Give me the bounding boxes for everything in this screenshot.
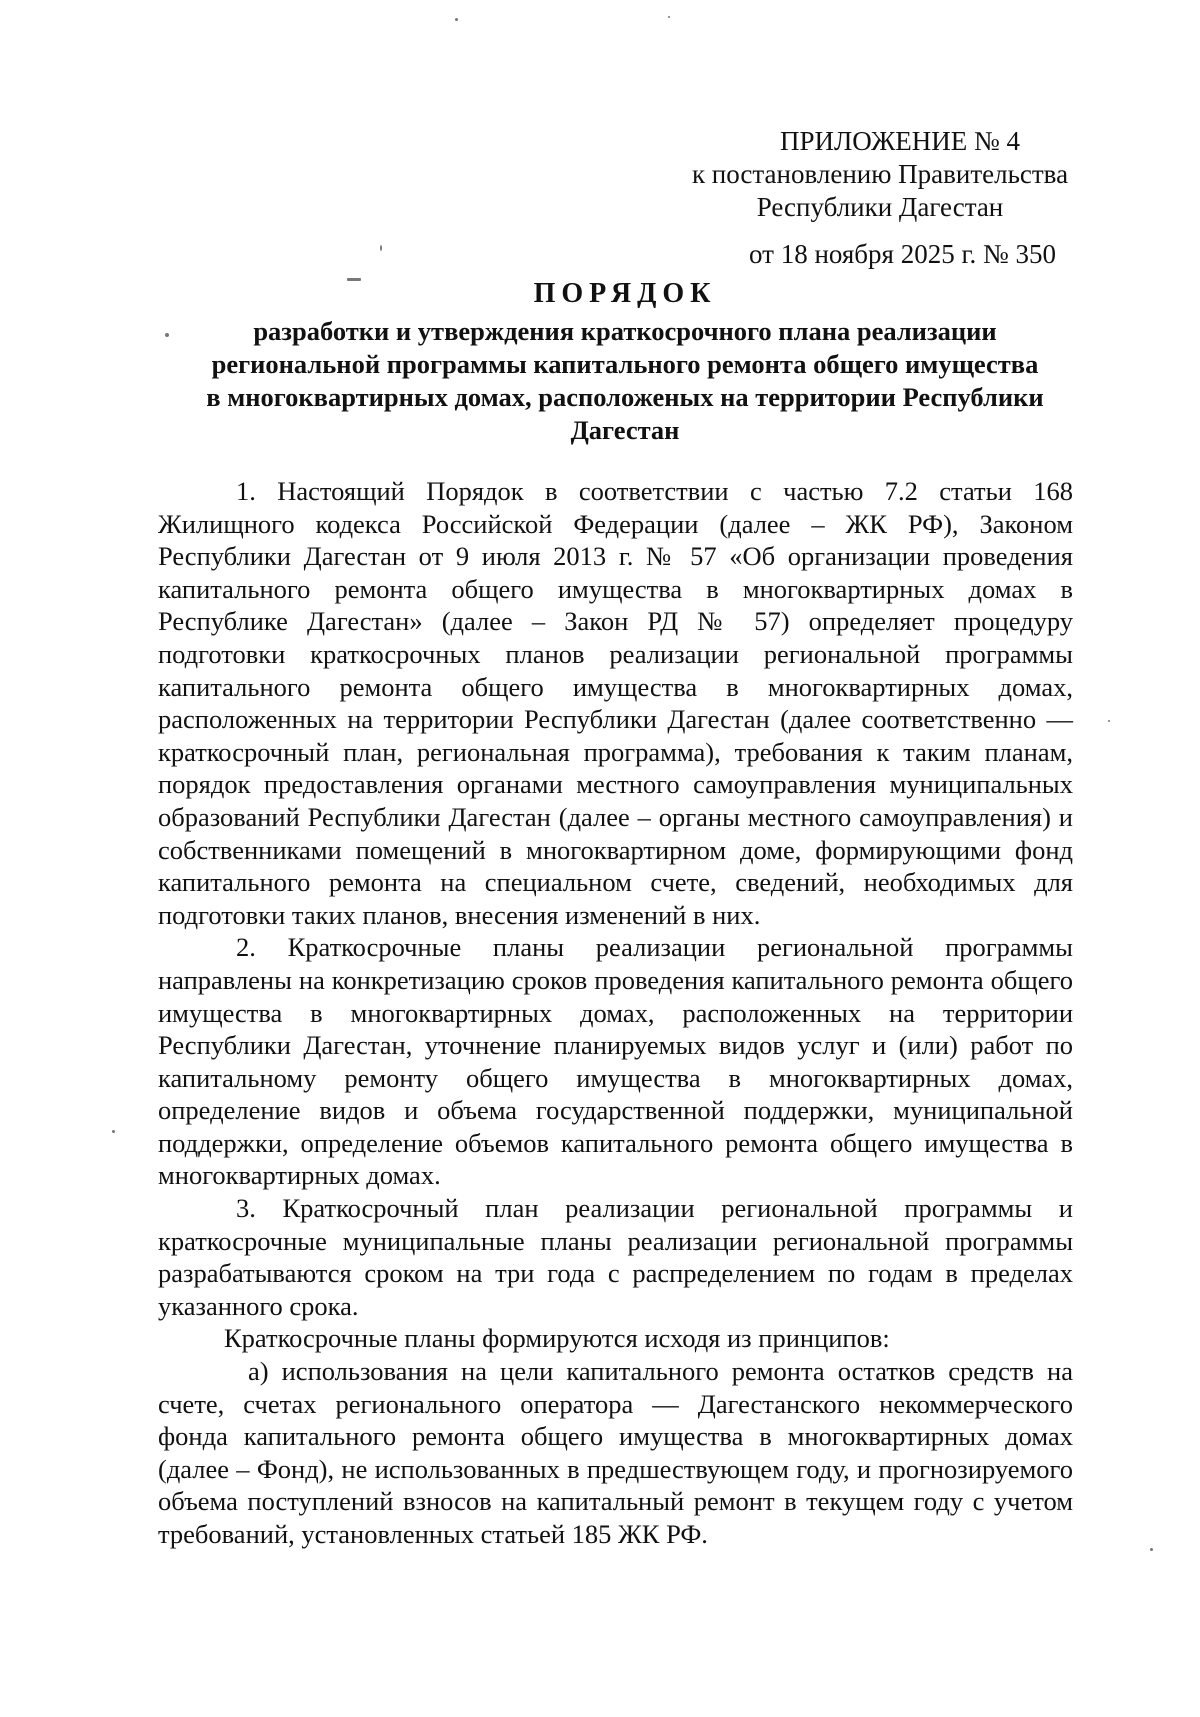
subtitle-line-4: Дагестан [570,415,680,445]
document-title: ПОРЯДОК [533,278,717,309]
paragraph-3: 3. Краткосрочный план реализации региональной программы и краткосрочные муниципальные планы реализации региональной программы разрабатываются сроком на три года с распределением по годам в пределах указанного срока. [158,1193,1073,1321]
paragraph-principles: Краткосрочные планы формируются исходя из принципов: [224,1323,890,1354]
scan-speck [165,333,169,337]
scan-speck [347,278,361,281]
scan-speck [668,16,670,18]
paragraph-2: 2. Краткосрочные планы реализации региональной программы направлены на конкретизацию сроков проведения капитального ремонта общего имущества в многоквартирных домах, расположенных на территории Республики Дагестан, уточнение планируемых видов услуг и (или) работ по капитальному ремонту общего имущества в многоквартирных домах, определение видов и объема государственной поддержки, муниципальной поддержки, определение объемов капитального ремонта общего имущества в многоквартирных домах. [158,932,1073,1191]
paragraph-1: 1. Настоящий Порядок в соответствии с частью 7.2 статьи 168 Жилищного кодекса Российской Федерации (далее – ЖК РФ), Законом Республики Дагестан от 9 июля 2013 г. № 57 «Об организации проведения капитального ремонта общего имущества в многоквартирных домах в Республике Дагестан» (далее – Закон РД № 57) определяет процедуру подготовки краткосрочных планов реализации региональной программы капитального ремонта общего имущества в многоквартирных домах, расположенных на территории Республики Дагестан (далее соответственно — краткосрочный план, региональная программа), требования к таким планам, порядок предоставления органами местного самоуправления муниципальных образований Республики Дагестан (далее – органы местного самоуправления) и собственниками помещений в многоквартирном доме, формирующими фонд капитального ремонта на специальном счете, сведений, необходимых для подготовки таких планов, внесения изменений в них. [158,476,1073,930]
subtitle-line-3: в многоквартирных домах, расположеных на территории Республики [206,382,1044,412]
appendix-header [660,125,1100,271]
scan-speck [380,245,382,251]
scan-speck [1150,1548,1153,1551]
subtitle-line-1: разработки и утверждения краткосрочного плана реализации [253,316,997,346]
appendix-line-2: Республики Дагестан [756,192,1004,222]
document-subtitle [130,315,1120,447]
scan-speck [455,18,458,21]
scan-speck [112,1130,115,1133]
appendix-date: от 18 ноября 2025 г. № 350 [749,239,1056,269]
subtitle-line-2: региональной программы капитального ремонта общего имущества [211,349,1039,379]
appendix-line-1: к постановлению Правительства [691,159,1069,189]
paragraph-principle-a: а) использования на цели капитального ремонта остатков средств на счете, счетах регионального оператора — Дагестанского некоммерческого фонда капитального ремонта общего имущества в многоквартирных домах (далее – Фонд), не использованных в предшествующем году, и прогнозируемого объема поступлений взносов на капитальный ремонт в текущем году с учетом требований, установленных статьей 185 ЖК РФ. [158,1356,1073,1549]
appendix-number: ПРИЛОЖЕНИЕ № 4 [779,126,1021,156]
document-body [158,475,1073,1551]
scan-speck [1108,720,1110,722]
